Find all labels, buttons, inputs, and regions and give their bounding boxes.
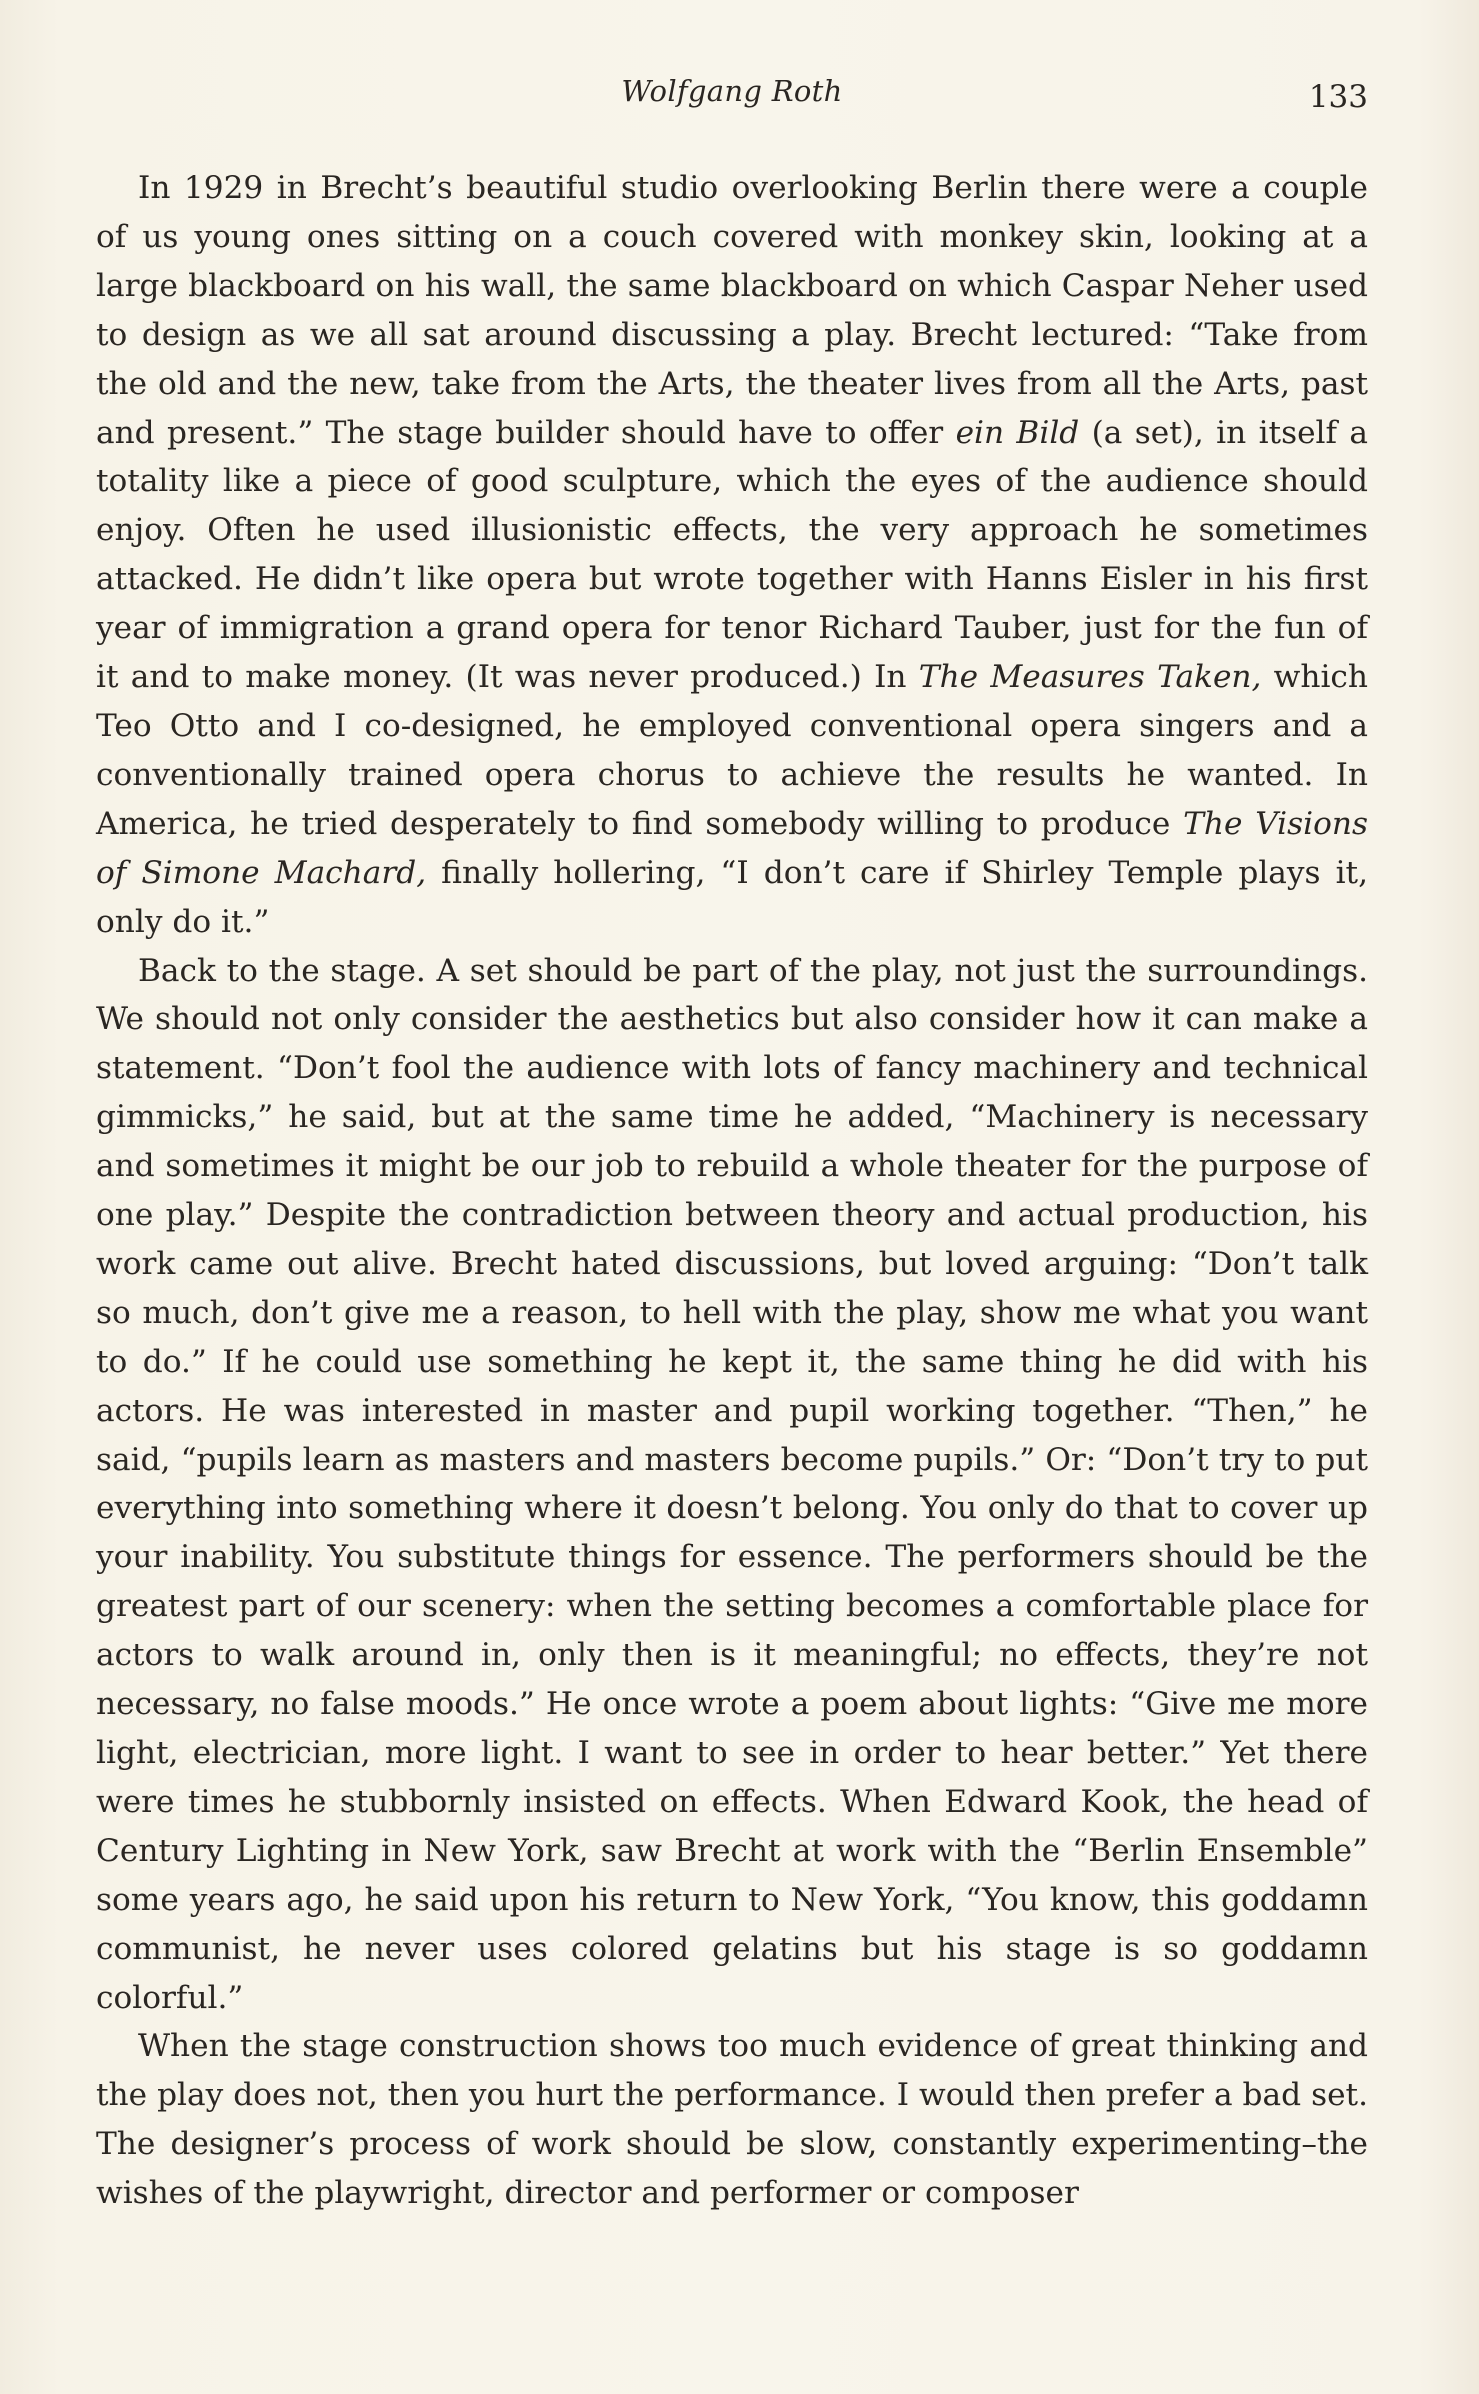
running-head: Wolfgang Roth	[621, 74, 843, 108]
paragraph-1-text-4: finally hollering, “I don’t care if Shirley Temple plays it, only do it.”	[96, 854, 1368, 940]
italic-the-measures-taken: The Measures Taken,	[918, 659, 1262, 696]
paragraph-1-text-2: (a set), in itself a totality like a piece of good sculpture, which the eyes of the audience should enjoy. Often he used illusionistic effects, the very approach he sometimes attacked. He didn’t like opera but wrote together with Hanns Eisler in his first year of immigration a grand opera for tenor Richard Tauber, just for the fun of it and to make money. (It was never produced.) In	[96, 414, 1368, 696]
paragraph-1-text-3: which Teo Otto and I co-designed, he employed conventional opera singers and a conventionally trained opera chorus to achieve the results he wanted. In America, he tried desperately to find somebody willing to produce	[96, 659, 1368, 842]
paragraph-2: Back to the stage. A set should be part of the play, not just the surroundings. We should not only consider the aesthetics but also consider how it can make a statement. “Don’t fool the audience with lots of fancy machinery and technical gimmicks,” he said, but at the same time he added, “Machinery is necessary and sometimes it might be our job to rebuild a whole theater for the purpose of one play.” Despite the contradiction between theory and actual production, his work came out alive. Brecht hated discussions, but loved arguing: “Don’t talk so much, don’t give me a reason, to hell with the play, show me what you want to do.” If he could use something he kept it, the same thing he did with his actors. He was interested in master and pupil working together. “Then,” he said, “pupils learn as masters and masters become pupils.” Or: “Don’t try to put everything into something where it doesn’t belong. You only do that to cover up your inability. You substitute things for essence. The performers should be the greatest part of our scenery: when the setting becomes a comfortable place for actors to walk around in, only then is it meaningful; no effects, they’re not necessary, no false moods.” He once wrote a poem about lights: “Give me more light, electrician, more light. I want to see in order to hear better.” Yet there were times he stubbornly insisted on effects. When Edward Kook, the head of Century Lighting in New York, saw Brecht at work with the “Berlin Ensemble” some years ago, he said upon his return to New York, “You know, this goddamn communist, he never uses colored gelatins but his stage is so goddamn colorful.”	[96, 952, 1368, 2016]
body-text	[96, 164, 1368, 2218]
page-header	[96, 66, 1368, 116]
page-number: 133	[1308, 79, 1368, 115]
paragraph-3: When the stage construction shows too much evidence of great thinking and the play does not, then you hurt the performance. I would then prefer a bad set. The designer’s process of work should be slow, constantly experimenting–the wishes of the playwright, director and performer or composer	[96, 2028, 1368, 2212]
italic-visions-of-simone-machard: The Visions of Simone Machard,	[96, 805, 1368, 891]
paragraph-1	[96, 164, 1368, 947]
paragraph-1-text-1: In 1929 in Brecht’s beautiful studio overlooking Berlin there were a couple of us young ones sitting on a couch covered with monkey skin, looking at a large blackboard on his wall, the same blackboard on which Caspar Neher used to design as we all sat around discussing a play. Brecht lectured: “Take from the old and the new, take from the Arts, the theater lives from all the Arts, past and present.” The stage builder should have to offer	[96, 170, 1368, 451]
italic-ein-bild: ein Bild	[955, 414, 1080, 451]
